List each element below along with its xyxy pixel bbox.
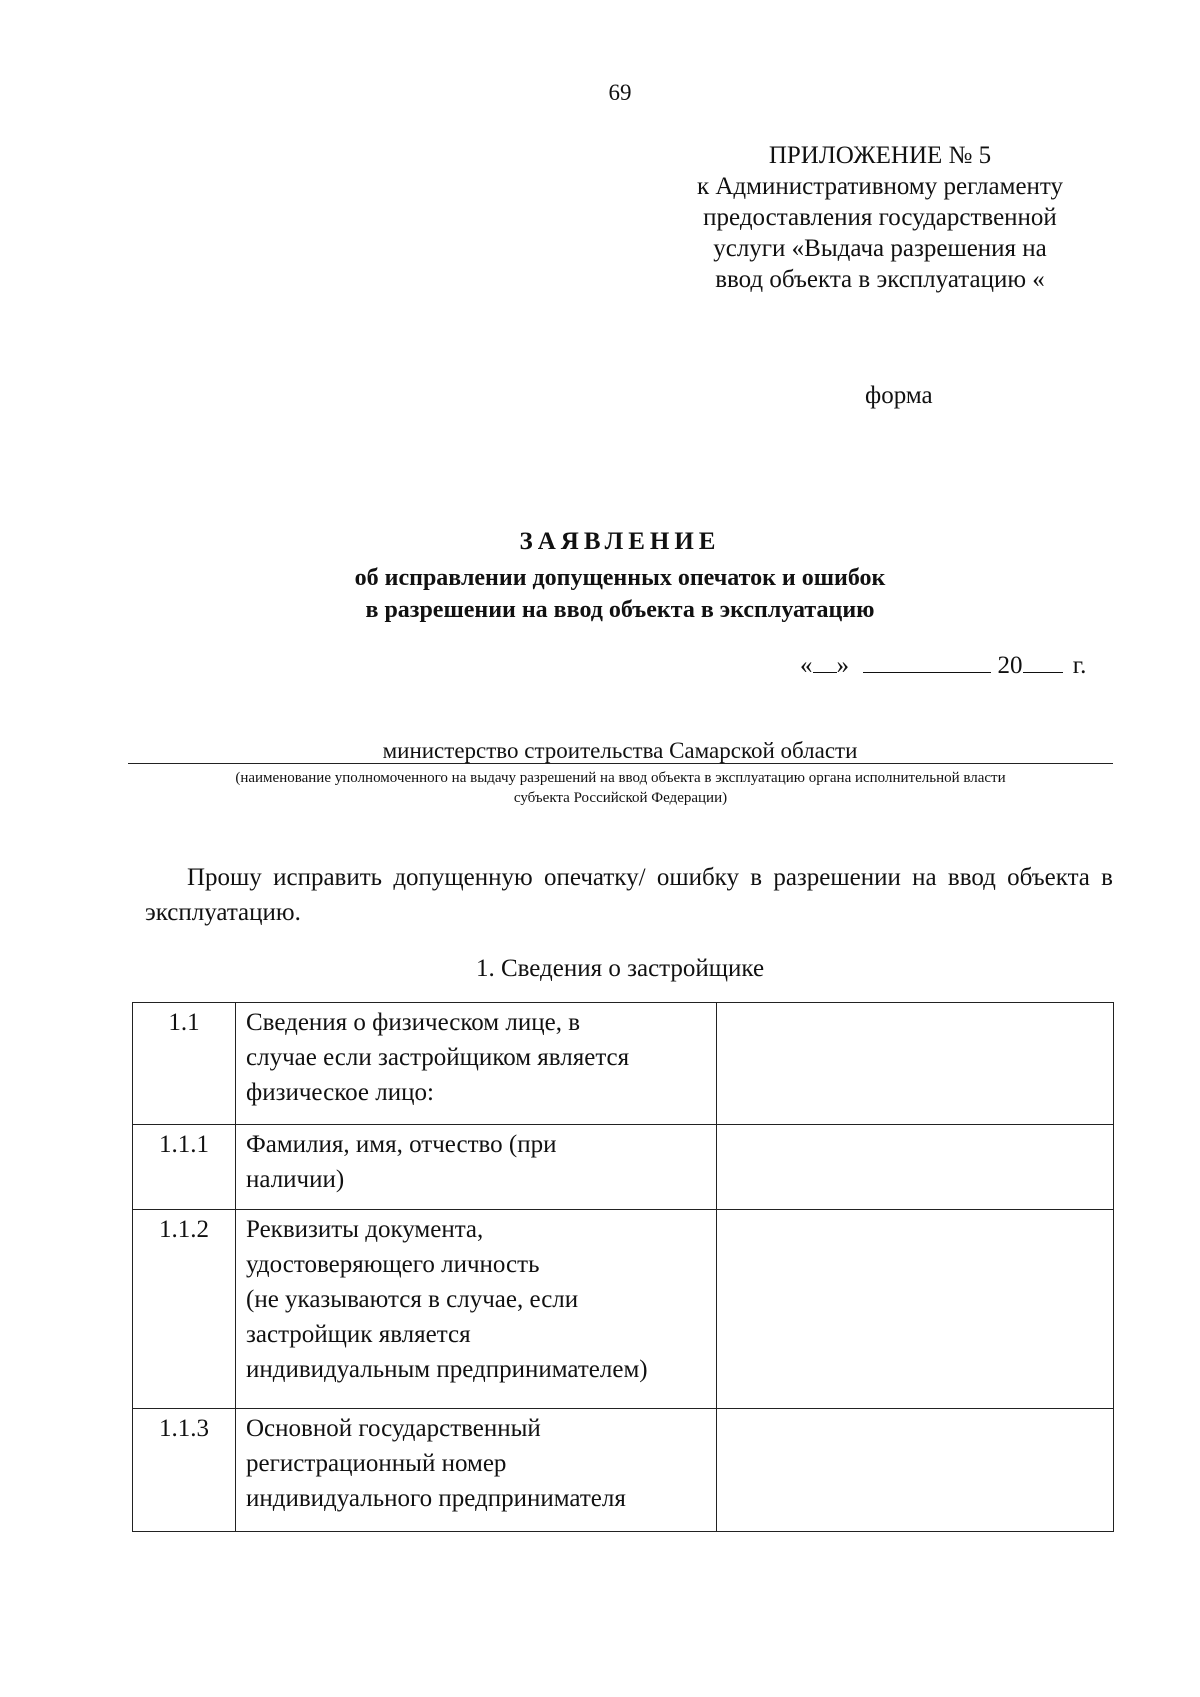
day-blank[interactable] <box>813 652 837 673</box>
row-label-line: наличии) <box>246 1166 345 1193</box>
row-label <box>236 1409 717 1532</box>
appendix-line: ПРИЛОЖЕНИЕ № 5 <box>768 142 992 169</box>
ministry-note <box>128 768 1113 808</box>
year-prefix: 20 <box>997 652 1023 679</box>
row-label-line: удостоверяющего личность <box>246 1251 540 1278</box>
row-number: 1.1.3 <box>133 1409 236 1532</box>
row-label-line: регистрационный номер <box>246 1450 507 1477</box>
table-row <box>133 1003 1114 1125</box>
row-number: 1.1.1 <box>133 1125 236 1210</box>
row-label-line: (не указываются в случае, если <box>246 1286 579 1313</box>
request-paragraph: Прошу исправить допущенную опечатку/ ошибку в разрешении на ввод объекта в эксплуатацию. <box>145 864 1113 926</box>
document-title: ЗАЯВЛЕНИЕ <box>519 528 721 555</box>
row-value-cell[interactable] <box>717 1210 1114 1409</box>
row-number: 1.1.2 <box>133 1210 236 1409</box>
row-label-line: индивидуальным предпринимателем) <box>246 1356 648 1383</box>
row-label-line: застройщик является <box>246 1321 471 1348</box>
row-label-line: физическое лицо: <box>246 1079 434 1106</box>
year-blank[interactable] <box>1023 652 1063 673</box>
row-label-line: индивидуального предпринимателя <box>246 1485 626 1512</box>
date-line <box>800 652 1086 680</box>
page-number: 69 <box>608 80 632 105</box>
row-value-cell[interactable] <box>717 1409 1114 1532</box>
date-close-quote: » <box>836 652 849 679</box>
row-label <box>236 1125 717 1210</box>
table-row <box>133 1409 1114 1532</box>
table-row <box>133 1210 1114 1409</box>
section-title: 1. Сведения о застройщике <box>475 955 765 982</box>
applicant-info-table <box>132 1002 1114 1532</box>
row-label-line: Основной государственный <box>246 1415 541 1442</box>
ministry-name: министерство строительства Самарской области <box>382 738 858 763</box>
date-open-quote: « <box>800 652 813 679</box>
row-value-cell[interactable] <box>717 1125 1114 1210</box>
document-subtitle <box>0 562 1200 626</box>
form-label: форма <box>865 382 933 409</box>
appendix-header <box>630 140 1130 295</box>
ministry-underline <box>128 763 1113 764</box>
row-value-cell[interactable] <box>717 1003 1114 1125</box>
row-label-line: Сведения о физическом лице, в <box>246 1009 580 1036</box>
row-number: 1.1 <box>133 1003 236 1125</box>
year-suffix: г. <box>1072 652 1087 679</box>
table-row <box>133 1125 1114 1210</box>
appendix-line: ввод объекта в эксплуатацию « <box>715 266 1045 293</box>
appendix-line: услуги «Выдача разрешения на <box>713 235 1047 262</box>
row-label <box>236 1003 717 1125</box>
row-label-line: Реквизиты документа, <box>246 1216 484 1243</box>
appendix-line: к Административному регламенту <box>696 173 1064 200</box>
appendix-line: предоставления государственной <box>703 204 1057 231</box>
row-label <box>236 1210 717 1409</box>
row-label-line: случае если застройщиком является <box>246 1044 630 1071</box>
row-label-line: Фамилия, имя, отчество (при <box>246 1131 557 1158</box>
ministry-note-line: (наименование уполномоченного на выдачу разрешений на ввод объекта в эксплуатацию органа исполнительной власти <box>235 770 1006 786</box>
subtitle-line: в разрешении на ввод объекта в эксплуатацию <box>365 597 875 623</box>
subtitle-line: об исправлении допущенных опечаток и ошибок <box>354 565 886 591</box>
month-blank[interactable] <box>863 652 991 673</box>
ministry-note-line: субъекта Российской Федерации) <box>513 790 728 806</box>
